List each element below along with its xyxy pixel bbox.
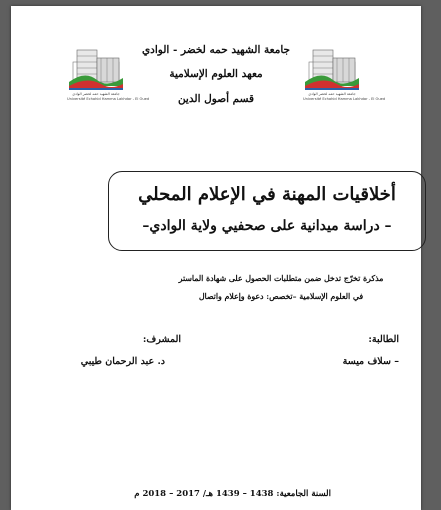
university-logo-right [303, 44, 386, 106]
logo-caption-latin: Université Echahid Hamma Lakhdar - El Oued [67, 97, 150, 101]
supervisor-name: د. عبد الرحمان طيبي [80, 356, 165, 367]
memo-line-1: مذكرة تخرّج تدخل ضمن متطلبات الحصول على شهادة الماستر [178, 274, 384, 283]
logo-caption-arabic: جامعة الشهيد حمه لخضر الوادي [72, 92, 120, 96]
memo-line-2: في العلوم الإسلامية –تخصص: دعوة وإعلام واتصال [198, 292, 364, 301]
university-logo-left [67, 44, 150, 106]
student-name: – سلاف ميسة [342, 356, 399, 367]
department-name: قسم أصول الدين [177, 93, 255, 105]
student-label: الطالبة: [368, 334, 399, 345]
supervisor-label: المشرف: [142, 334, 181, 345]
logo-caption-arabic: جامعة الشهيد حمه لخضر الوادي [308, 92, 356, 96]
thesis-title: أخلاقيات المهنة في الإعلام المحلي [138, 184, 396, 205]
logo-caption-latin: Université Echahid Hamma Lakhdar - El Oued [303, 97, 386, 101]
document-page [11, 6, 421, 510]
academic-year: السنة الجامعية: 1438 – 1439 هـ/ 2017 – 2018 م [134, 489, 331, 499]
thesis-subtitle: – دراسة ميدانية على صحفيي ولاية الوادي– [142, 218, 392, 234]
institute-name: معهد العلوم الإسلامية [169, 68, 263, 80]
title-box [108, 171, 426, 251]
university-name: جامعة الشهيد حمه لخضر - الوادي [141, 44, 291, 56]
